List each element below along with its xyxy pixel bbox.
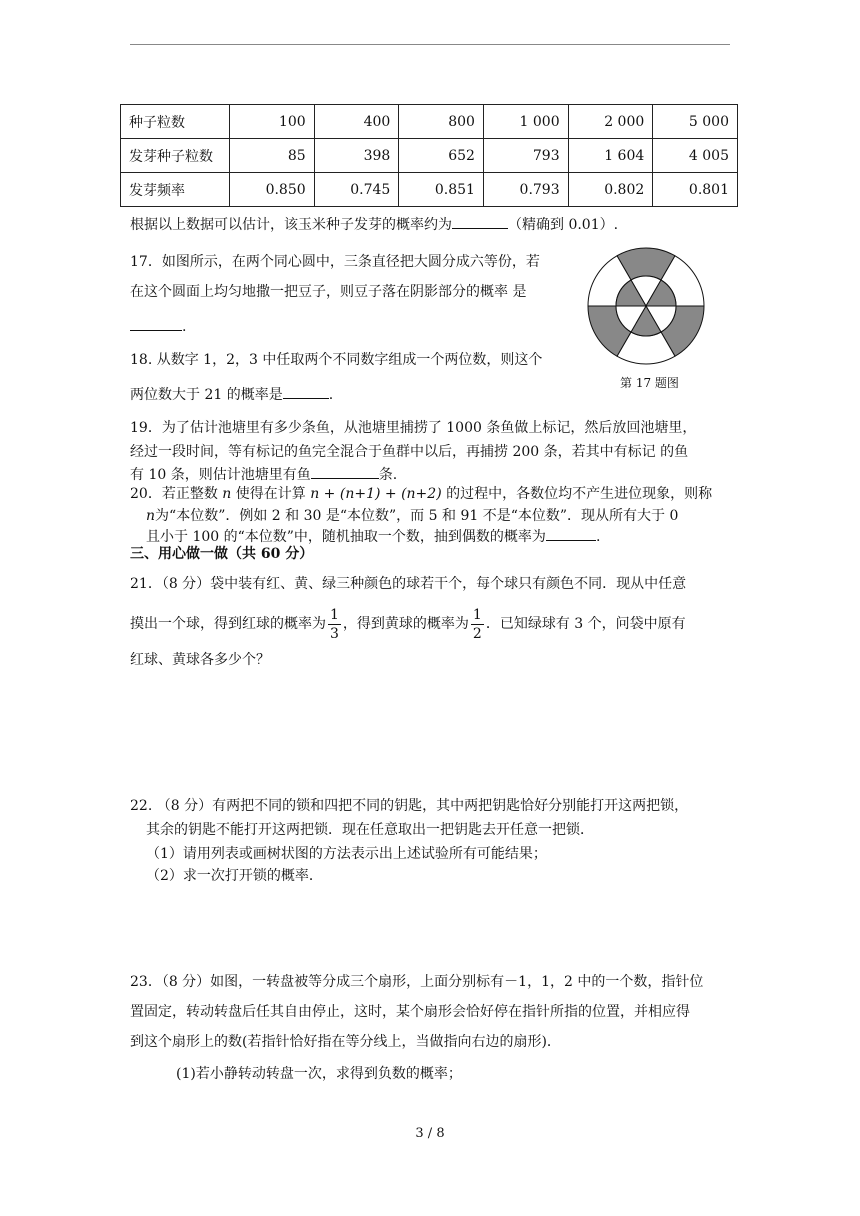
q17-period: .	[182, 319, 187, 335]
table-cell: 100	[230, 105, 315, 139]
table-cell: 0.802	[568, 173, 653, 207]
q20-line-2	[146, 506, 678, 526]
q19-stem: 有 10 条，则估计池塘里有鱼	[130, 467, 311, 483]
q22-line-2: 其余的钥匙不能打开这两把锁．现在任意取出一把钥匙去开任意一把锁．	[146, 822, 594, 838]
answer-blank[interactable]	[283, 384, 329, 399]
answer-blank[interactable]	[546, 526, 596, 541]
table-cell: 1 604	[568, 139, 653, 173]
q19-unit: 条.	[378, 467, 398, 483]
denominator: 3	[330, 625, 339, 642]
fraction-one-half	[471, 606, 484, 643]
q20-period: .	[595, 529, 601, 545]
table-cell: 400	[314, 105, 399, 139]
q21-line-2	[130, 602, 686, 646]
section-heading: 三、用心做一做（共 60 分）	[130, 546, 314, 562]
q23-line-3: 到这个扇形上的数(若指针恰好指在等分线上，当做指向右边的扇形)．	[130, 1034, 561, 1050]
q18-line-1: 18. 从数字 1，2，3 中任取两个不同数字组成一个两位数，则这个	[130, 352, 543, 368]
q19-line-3	[130, 464, 397, 485]
q21-stem-3: ．已知绿球有 3 个，问袋中原有	[485, 616, 686, 632]
answer-blank[interactable]	[130, 316, 182, 331]
q23-line-2: 置固定，转动转盘后任其自由停止，这时，某个扇形会恰好停在指针所指的位置，并相应得	[130, 1004, 690, 1020]
q16-stem: 根据以上数据可以估计，该玉米种子发芽的概率约为	[130, 217, 452, 233]
q18-line-2	[130, 384, 333, 405]
answer-blank[interactable]	[311, 464, 379, 479]
q22-line-1: 22. （8 分）有两把不同的锁和四把不同的钥匙，其中两把钥匙恰好分别能打开这两把锁，	[130, 798, 689, 814]
table-cell: 800	[399, 105, 484, 139]
header-rule	[130, 44, 730, 45]
q17-line-3	[130, 316, 186, 337]
table-cell: 793	[483, 139, 568, 173]
table-cell: 1 000	[483, 105, 568, 139]
q16-text	[130, 214, 618, 235]
table-cell: 652	[399, 139, 484, 173]
table-row	[121, 105, 738, 139]
concentric-circles-figure	[586, 246, 706, 366]
q22-line-4: （2）求一次打开锁的概率．	[146, 868, 323, 884]
table-cell: 398	[314, 139, 399, 173]
table-row	[121, 139, 738, 173]
table-cell: 0.801	[653, 173, 738, 207]
table-cell: 4 005	[653, 139, 738, 173]
variable-n: n	[146, 508, 156, 524]
table-cell: 0.851	[399, 173, 484, 207]
q19-line-1: 19．为了估计池塘里有多少条鱼，从池塘里捕捞了 1000 条鱼做上标记，然后放回池塘里，	[130, 420, 697, 436]
row-label: 种子粒数	[121, 105, 230, 139]
q23-line-1: 23．（8 分）如图，一转盘被等分成三个扇形，上面分别标有－1，1，2 中的一个数，指针位	[130, 974, 704, 990]
q20-stem-2: 使得在计算	[235, 486, 306, 502]
q18-stem: 两位数大于 21 的概率是	[130, 387, 283, 403]
q20-line-1	[130, 484, 712, 504]
q19-line-2: 经过一段时间，等有标记的鱼完全混合于鱼群中以后，再捕捞 200 条，若其中有标记 的鱼	[130, 444, 689, 460]
q17-line-2: 在这个圆面上均匀地撒一把豆子，则豆子落在阴影部分的概率 是	[130, 284, 527, 300]
figure-caption: 第 17 题图	[620, 376, 679, 390]
numerator: 1	[472, 606, 482, 623]
denominator: 2	[472, 625, 482, 642]
page-number: 3 / 8	[415, 1126, 445, 1141]
table-cell: 0.850	[230, 173, 315, 207]
fraction-one-third	[328, 606, 341, 643]
q16-note: （精确到 0.01）.	[508, 217, 619, 233]
table-cell: 0.745	[314, 173, 399, 207]
table-cell: 0.793	[483, 173, 568, 207]
q21-stem: 摸出一个球，得到红球的概率为	[130, 616, 326, 632]
q20-definition: 为“本位数”．例如 2 和 30 是“本位数”，而 5 和 91 不是“本位数”．现从所有大于 0	[155, 508, 679, 524]
table-cell: 5 000	[653, 105, 738, 139]
q22-line-3: （1）请用列表或画树状图的方法表示出上述试验所有可能结果；	[146, 846, 547, 862]
variable-n: n	[222, 486, 232, 502]
q17-line-1: 17．如图所示，在两个同心圆中，三条直径把大圆分成六等份，若	[130, 254, 540, 270]
q23-line-4: (1)若小静转动转盘一次，求得到负数的概率；	[176, 1066, 462, 1082]
sum-expression: n + (n+1) + (n+2)	[310, 486, 442, 502]
row-label: 发芽种子粒数	[121, 139, 230, 173]
q21-line-3: 红球、黄球各多少个？	[130, 652, 270, 668]
q18-period: .	[328, 387, 334, 403]
q20-stem-3: 的过程中，各数位均不产生进位现象，则称	[446, 486, 713, 502]
q21-stem-2: ，得到黄球的概率为	[342, 616, 469, 632]
numerator: 1	[330, 606, 339, 623]
germination-table	[120, 104, 738, 207]
table-cell: 85	[230, 139, 315, 173]
table-cell: 2 000	[568, 105, 653, 139]
q20-stem: 20．若正整数	[130, 486, 218, 502]
row-label: 发芽频率	[121, 173, 230, 207]
answer-blank[interactable]	[452, 214, 508, 229]
q20-question: 且小于 100 的“本位数”中，随机抽取一个数，抽到偶数的概率为	[146, 529, 546, 545]
table-row	[121, 173, 738, 207]
q21-line-1: 21．（8 分）袋中装有红、黄、绿三种颜色的球若干个，每个球只有颜色不同．现从中任意	[130, 576, 687, 592]
